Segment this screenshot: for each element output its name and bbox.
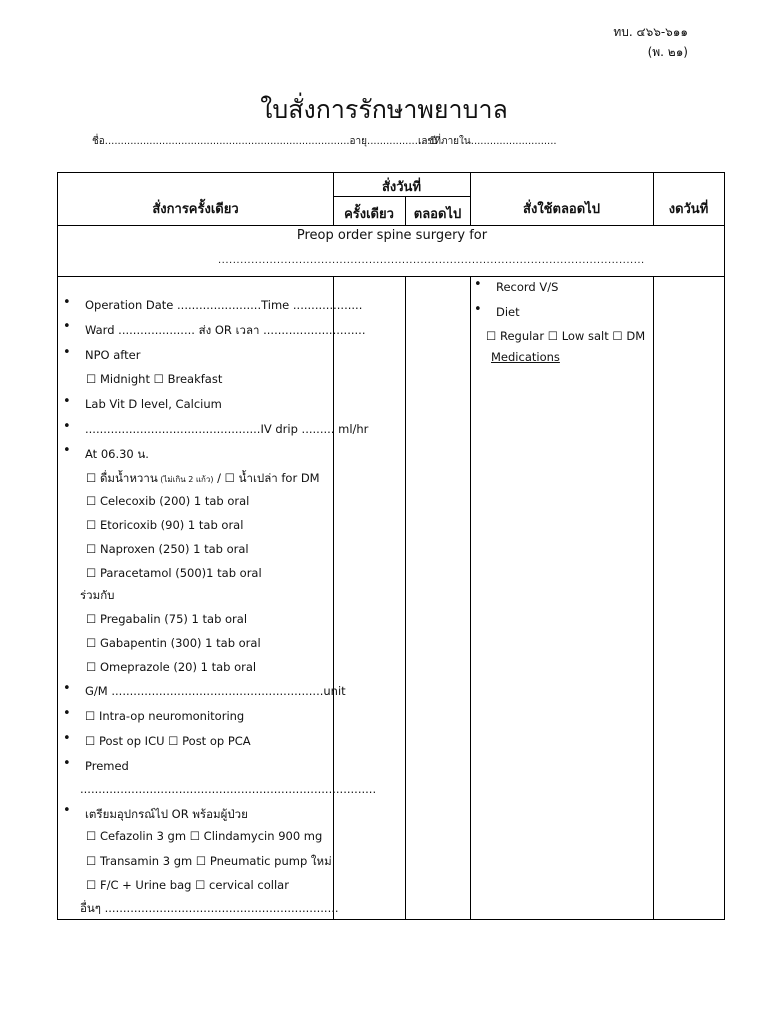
once-order-item[interactable]: [86, 470, 320, 488]
once-order-item[interactable]: [86, 372, 222, 386]
once-order-item[interactable]: [86, 566, 262, 580]
header-continuous: ตลอดไป: [413, 207, 462, 222]
once-order-text: ☐ Pregabalin (75) 1 tab oral: [86, 612, 248, 626]
once-order-item: [85, 759, 129, 773]
once-order-item: [80, 587, 114, 605]
once-order-item[interactable]: [86, 518, 243, 532]
once-order-text: ☐ Gabapentin (300) 1 tab oral: [86, 636, 261, 650]
once-order-item[interactable]: [85, 734, 251, 748]
once-order-text: ☐ F/C + Urine bag ☐ cervical collar: [86, 878, 289, 892]
once-order-bullet: •: [63, 394, 71, 409]
once-order-text: ☐ Post op ICU ☐ Post op PCA: [85, 734, 251, 748]
continuous-order-bullet: •: [474, 302, 482, 317]
once-order-text: เตรียมอุปกรณ์ไป OR พร้อมผู้ป่วย: [85, 807, 248, 821]
once-order-item: [85, 397, 222, 411]
once-order-text: .................................................................................: [80, 782, 377, 796]
once-order-text: ☐ Intra-op neuromonitoring: [85, 709, 245, 723]
preop-diagnosis-field[interactable]: ....................................................................................................................: [218, 255, 645, 266]
once-order-text: ☐ Transamin 3 gm ☐ Pneumatic pump ใหม่: [86, 854, 332, 868]
continuous-order-bullet: •: [474, 277, 482, 292]
once-order-note: (ไม่เกิน 2 แก้ว): [157, 475, 214, 484]
once-order-item[interactable]: [86, 829, 322, 843]
once-order-text: Operation Date .......................Time ...................: [85, 298, 363, 312]
preop-title: Preop order spine surgery for: [296, 228, 488, 243]
once-order-text: Ward ..................... ส่ง OR เวลา ............................: [85, 323, 366, 337]
header-stop-date: งดวันที่: [668, 202, 709, 217]
once-order-text: NPO after: [85, 348, 141, 362]
col-line-3-body: [470, 276, 471, 919]
continuous-order-item: [491, 350, 560, 364]
once-order-text: ☐ Cefazolin 3 gm ☐ Clindamycin 900 mg: [86, 829, 323, 843]
document-code: ทบ. ๔๖๖-๖๑๑: [613, 25, 688, 39]
page-title: ใบสั่งการรักษาพยาบาล: [260, 95, 508, 124]
once-order-bullet: •: [63, 295, 71, 310]
once-order-text: ☐ Omeprazole (20) 1 tab oral: [86, 660, 257, 674]
once-order-item[interactable]: [80, 900, 339, 918]
continuous-order-item: [496, 305, 520, 319]
once-order-bullet: •: [63, 419, 71, 434]
once-order-item[interactable]: [86, 612, 247, 626]
continuous-order-item[interactable]: [486, 329, 645, 343]
once-order-item[interactable]: [85, 322, 365, 340]
once-order-text: Lab Vit D level, Calcium: [85, 397, 222, 411]
once-order-bullet: •: [63, 756, 71, 771]
header-bottom-line: [58, 225, 724, 226]
continuous-order-text: Medications: [491, 350, 560, 364]
header-order-date: สั่งวันที่: [381, 180, 422, 195]
once-order-text: ☐ ดื่มน้ำหวาน: [86, 471, 158, 485]
once-order-text: ☐ Paracetamol (500)1 tab oral: [86, 566, 262, 580]
document-subcode: (พ. ๒๑): [647, 45, 688, 59]
once-order-bullet: •: [63, 681, 71, 696]
header-once-orders: สั่งการครั้งเดียว: [152, 202, 239, 217]
col-line-2-body: [405, 276, 406, 919]
col-line-4-body: [653, 276, 654, 919]
once-order-text: Premed: [85, 759, 129, 773]
once-order-text: G/M ..........................................................unit: [85, 684, 346, 698]
continuous-order-text: Record V/S: [496, 280, 559, 294]
once-order-item[interactable]: [80, 782, 376, 796]
continuous-order-item: [496, 280, 558, 294]
continuous-order-text: Diet: [496, 305, 520, 319]
once-order-bullet: •: [63, 803, 71, 818]
once-order-item: [85, 446, 149, 464]
once-order-text: At 06.30 น.: [85, 447, 149, 461]
once-order-item[interactable]: [86, 636, 261, 650]
once-order-bullet: •: [63, 345, 71, 360]
once-order-text: อื่นๆ ................................................................: [80, 901, 339, 915]
col-line-1-body: [333, 276, 334, 919]
once-order-item: [85, 806, 248, 824]
preop-bottom-line: [58, 276, 724, 277]
header-continuous-orders: สั่งใช้ตลอดไป: [523, 202, 600, 217]
once-order-tail: / ☐ น้ำเปล่า for DM: [213, 471, 320, 485]
once-order-text: ☐ Celecoxib (200) 1 tab oral: [86, 494, 250, 508]
once-order-item[interactable]: [86, 853, 332, 871]
once-order-text: ☐ Naproxen (250) 1 tab oral: [86, 542, 249, 556]
document-code-block: [613, 22, 688, 62]
once-order-item[interactable]: [86, 878, 289, 892]
once-order-item[interactable]: [86, 660, 256, 674]
once-order-text: ................................................IV drip ......... ml/hr: [85, 422, 369, 436]
once-order-item[interactable]: [85, 709, 244, 723]
once-order-bullet: •: [63, 731, 71, 746]
once-order-item[interactable]: [85, 684, 346, 698]
once-order-bullet: •: [63, 706, 71, 721]
hospital-number-field[interactable]: เลขที่ภายใน...........................: [418, 136, 557, 147]
once-order-item[interactable]: [85, 422, 368, 436]
once-order-item[interactable]: [86, 494, 249, 508]
continuous-order-text: ☐ Regular ☐ Low salt ☐ DM: [486, 329, 646, 343]
once-order-text: ร่วมกับ: [80, 588, 115, 602]
patient-name-age-field[interactable]: ชื่อ.............................................................................อายุ....................ปี: [92, 136, 437, 147]
order-table: [57, 172, 725, 920]
once-order-text: ☐ Midnight ☐ Breakfast: [86, 372, 223, 386]
once-order-item: [85, 348, 140, 362]
once-order-text: ☐ Etoricoxib (90) 1 tab oral: [86, 518, 244, 532]
header-once: ครั้งเดียว: [344, 207, 394, 222]
once-order-bullet: •: [63, 443, 71, 458]
once-order-item[interactable]: [85, 298, 362, 312]
once-order-bullet: •: [63, 319, 71, 334]
once-order-item[interactable]: [86, 542, 249, 556]
